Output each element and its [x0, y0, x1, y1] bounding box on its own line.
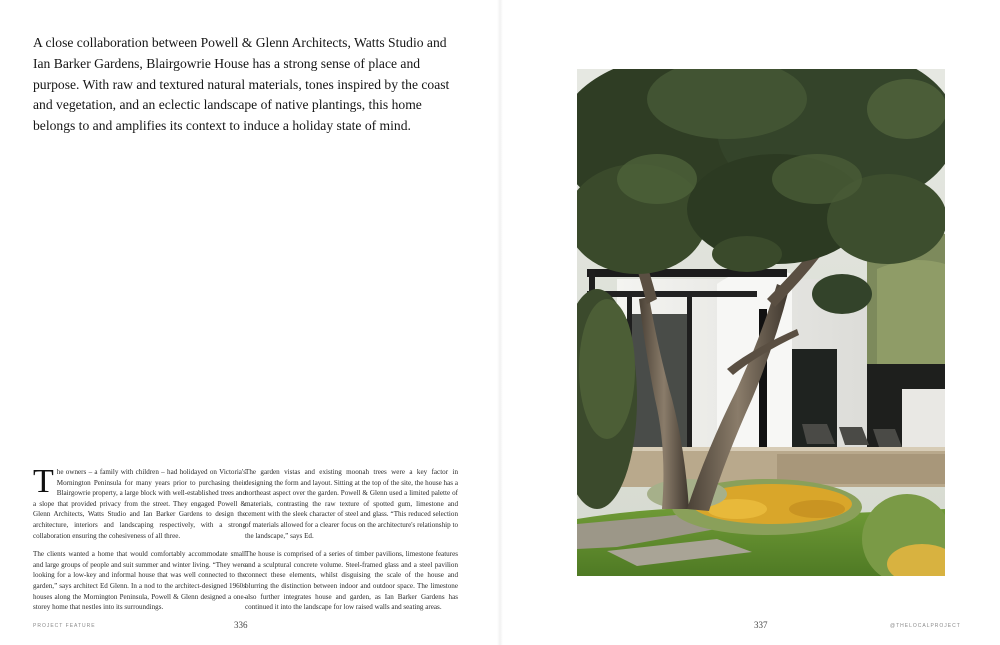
page-number-left: 336: [234, 620, 248, 630]
page-gutter: [497, 0, 503, 645]
social-handle: @THELOCALPROJECT: [890, 623, 961, 629]
photo-illustration: [577, 69, 945, 576]
section-label: PROJECT FEATURE: [33, 623, 96, 629]
house-garden-photo: [577, 69, 945, 576]
drop-cap: T: [33, 463, 54, 500]
body-paragraph-1: [33, 463, 246, 541]
intro-paragraph: A close collaboration between Powell & Glenn Architects, Watts Studio and Ian Barker Gardens, Blairgowrie House has a strong sense of place and purpose. With raw and textured natural materials, tones inspired by the coast and vegetation, and an eclectic landscape of native plantings, this home belongs to and amplifies its context to induce a holiday state of mind.: [33, 35, 450, 134]
body-paragraph-2: The clients wanted a home that would comfortably accommodate small and large groups of people and suit summer and winter living. “They were looking for a low-key and informal house that was well connected to the garden,” says architect Ed Glenn. In a nod to the architect-designed 1960s houses along the Mornington Peninsula, Powell & Glenn designed a one-storey home that nestles into its surroundings.: [33, 550, 246, 612]
body-paragraph-1-text: he owners – a family with children – had holidayed on Victoria's Mornington Peninsula for many years prior to purchasing their Blairgowrie property, a large block with well-established trees and a slope that provided privacy from the street. They engaged Powell & Glenn Architects, Watts Studio and Ian Barker Gardens to design the architecture, interiors and landscaping respectively, with a strong collaboration ensuring the cohesiveness of all three.: [33, 468, 246, 540]
body-column-right: [245, 467, 458, 621]
body-paragraph-3: The garden vistas and existing moonah trees were a key factor in designing the form and layout. Sitting at the top of the site, the house has a northeast aspect over the garden. Powell & Glenn used a limited palette of materials, contrasting the raw texture of spotted gum, limestone and cement with the sleek character of steel and glass. “This reduced selection of materials allowed for a clearer focus on the architecture's relationship to the landscape,” says Ed.: [245, 468, 458, 540]
page-number-right: 337: [754, 620, 768, 630]
body-paragraph-4: The house is comprised of a series of timber pavilions, limestone features and a sculptural concrete volume. Steel-framed glass and a steel pavilion connect these elements, whilst disguising the scale of the house and blurring the distinction between indoor and outdoor space. The limestone also further integrates house and garden, as Ian Barker Gardens has continued it into the landscape for low raised walls and seating areas.: [245, 550, 458, 612]
body-column-left: [33, 463, 246, 621]
